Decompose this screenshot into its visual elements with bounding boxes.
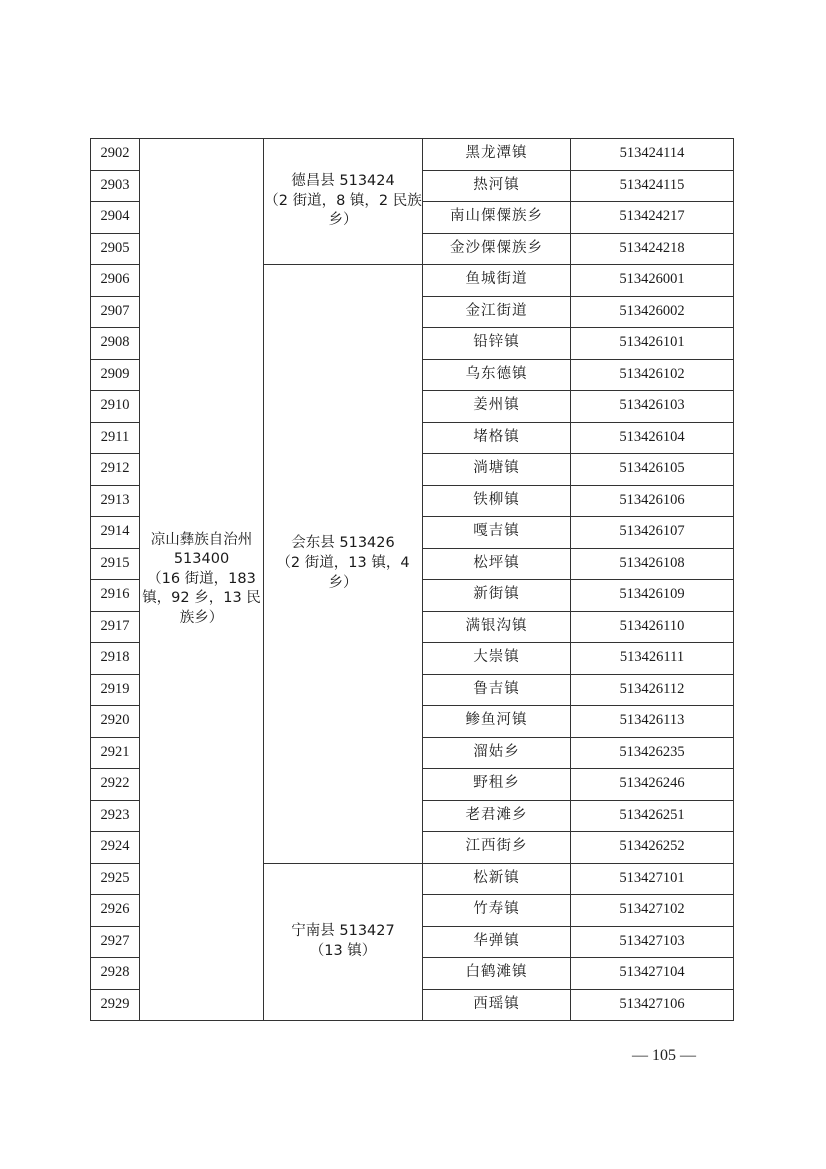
township-name: 新街镇 bbox=[423, 580, 571, 612]
township-name: 金沙傈僳族乡 bbox=[423, 233, 571, 265]
row-number: 2917 bbox=[91, 611, 140, 643]
county-name: 宁南县 513427 bbox=[291, 923, 395, 940]
township-name: 嘎吉镇 bbox=[423, 517, 571, 549]
row-number: 2929 bbox=[91, 989, 140, 1021]
township-code: 513426102 bbox=[571, 359, 734, 391]
row-number: 2924 bbox=[91, 832, 140, 864]
county-name: 会东县 513426 bbox=[291, 535, 395, 552]
row-number: 2925 bbox=[91, 863, 140, 895]
township-name: 老君滩乡 bbox=[423, 800, 571, 832]
township-name: 堵格镇 bbox=[423, 422, 571, 454]
township-code: 513427104 bbox=[571, 958, 734, 990]
township-code: 513426251 bbox=[571, 800, 734, 832]
township-name: 乌东德镇 bbox=[423, 359, 571, 391]
township-name: 热河镇 bbox=[423, 170, 571, 202]
township-code: 513427103 bbox=[571, 926, 734, 958]
township-code: 513426106 bbox=[571, 485, 734, 517]
township-code: 513426108 bbox=[571, 548, 734, 580]
township-code: 513424114 bbox=[571, 139, 734, 171]
row-number: 2914 bbox=[91, 517, 140, 549]
township-code: 513426107 bbox=[571, 517, 734, 549]
row-number: 2911 bbox=[91, 422, 140, 454]
page-number: — 105 — bbox=[632, 1047, 696, 1064]
township-code: 513424218 bbox=[571, 233, 734, 265]
township-code: 513426113 bbox=[571, 706, 734, 738]
prefecture-name: 凉山彝族自治州 513400 bbox=[150, 531, 253, 568]
row-number: 2907 bbox=[91, 296, 140, 328]
township-code: 513426101 bbox=[571, 328, 734, 360]
township-name: 江西街乡 bbox=[423, 832, 571, 864]
township-code: 513424217 bbox=[571, 202, 734, 234]
township-name: 白鹤滩镇 bbox=[423, 958, 571, 990]
row-number: 2912 bbox=[91, 454, 140, 486]
township-code: 513426109 bbox=[571, 580, 734, 612]
township-name: 铁柳镇 bbox=[423, 485, 571, 517]
township-name: 黑龙潭镇 bbox=[423, 139, 571, 171]
township-code: 513426112 bbox=[571, 674, 734, 706]
township-code: 513426246 bbox=[571, 769, 734, 801]
row-number: 2922 bbox=[91, 769, 140, 801]
table-row bbox=[91, 139, 734, 171]
row-number: 2906 bbox=[91, 265, 140, 297]
county-cell bbox=[264, 863, 423, 1021]
township-code: 513426104 bbox=[571, 422, 734, 454]
township-code: 513426002 bbox=[571, 296, 734, 328]
township-code: 513426252 bbox=[571, 832, 734, 864]
township-code: 513426111 bbox=[571, 643, 734, 675]
township-name: 南山傈僳族乡 bbox=[423, 202, 571, 234]
division-table-body bbox=[91, 139, 734, 1021]
row-number: 2913 bbox=[91, 485, 140, 517]
township-code: 513426110 bbox=[571, 611, 734, 643]
township-name: 华弹镇 bbox=[423, 926, 571, 958]
township-name: 淌塘镇 bbox=[423, 454, 571, 486]
county-cell bbox=[264, 139, 423, 265]
row-number: 2905 bbox=[91, 233, 140, 265]
row-number: 2915 bbox=[91, 548, 140, 580]
township-name: 竹寿镇 bbox=[423, 895, 571, 927]
row-number: 2903 bbox=[91, 170, 140, 202]
division-table bbox=[90, 138, 734, 1021]
row-number: 2923 bbox=[91, 800, 140, 832]
township-name: 鲹鱼河镇 bbox=[423, 706, 571, 738]
row-number: 2926 bbox=[91, 895, 140, 927]
row-number: 2908 bbox=[91, 328, 140, 360]
row-number: 2918 bbox=[91, 643, 140, 675]
township-code: 513427102 bbox=[571, 895, 734, 927]
township-name: 鱼城街道 bbox=[423, 265, 571, 297]
county-detail: （2 街道，13 镇，4 乡） bbox=[276, 554, 410, 591]
township-name: 溜姑乡 bbox=[423, 737, 571, 769]
prefecture-cell bbox=[140, 139, 264, 1021]
row-number: 2927 bbox=[91, 926, 140, 958]
row-number: 2928 bbox=[91, 958, 140, 990]
row-number: 2904 bbox=[91, 202, 140, 234]
county-detail: （2 街道，8 镇，2 民族乡） bbox=[264, 192, 422, 229]
county-cell bbox=[264, 265, 423, 864]
township-code: 513426103 bbox=[571, 391, 734, 423]
township-name: 鲁吉镇 bbox=[423, 674, 571, 706]
county-detail: （13 镇） bbox=[309, 942, 377, 959]
row-number: 2902 bbox=[91, 139, 140, 171]
row-number: 2910 bbox=[91, 391, 140, 423]
township-name: 满银沟镇 bbox=[423, 611, 571, 643]
county-name: 德昌县 513424 bbox=[291, 173, 395, 190]
row-number: 2921 bbox=[91, 737, 140, 769]
row-number: 2916 bbox=[91, 580, 140, 612]
township-code: 513424115 bbox=[571, 170, 734, 202]
township-name: 西瑶镇 bbox=[423, 989, 571, 1021]
township-name: 大崇镇 bbox=[423, 643, 571, 675]
township-code: 513427106 bbox=[571, 989, 734, 1021]
township-name: 松新镇 bbox=[423, 863, 571, 895]
row-number: 2919 bbox=[91, 674, 140, 706]
township-code: 513427101 bbox=[571, 863, 734, 895]
township-name: 姜州镇 bbox=[423, 391, 571, 423]
row-number: 2909 bbox=[91, 359, 140, 391]
township-code: 513426001 bbox=[571, 265, 734, 297]
township-name: 野租乡 bbox=[423, 769, 571, 801]
township-name: 铅锌镇 bbox=[423, 328, 571, 360]
township-code: 513426105 bbox=[571, 454, 734, 486]
township-code: 513426235 bbox=[571, 737, 734, 769]
prefecture-detail: （16 街道，183 镇，92 乡，13 民族乡） bbox=[142, 570, 261, 626]
township-name: 金江街道 bbox=[423, 296, 571, 328]
township-name: 松坪镇 bbox=[423, 548, 571, 580]
row-number: 2920 bbox=[91, 706, 140, 738]
